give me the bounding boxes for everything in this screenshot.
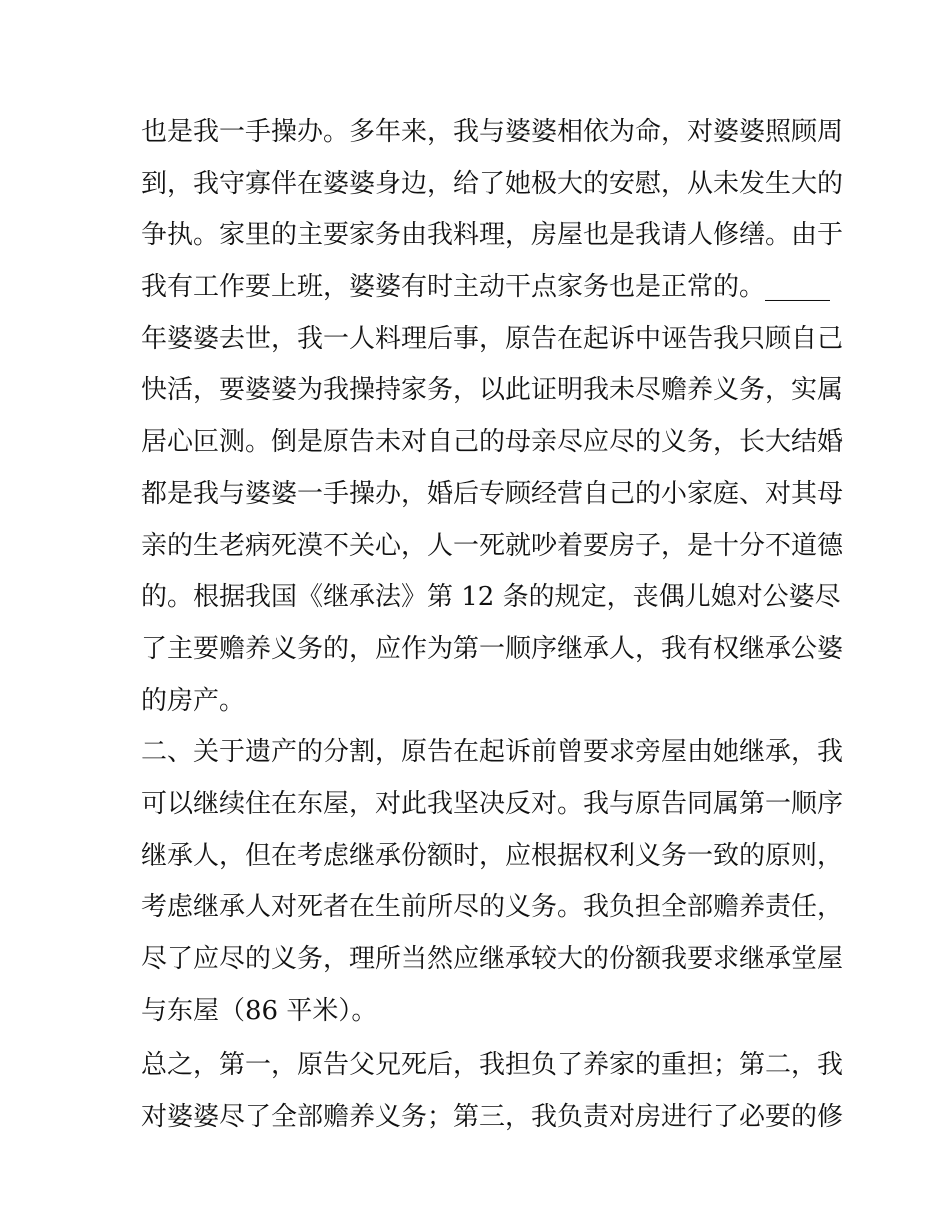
text-line: 与东屋（86 平米）。	[141, 995, 378, 1026]
text-line: 继承人，但在考虑继承份额时，应根据权利义务一致的原则，	[141, 840, 844, 871]
text-line: 也是我一手操办。多年来，我与婆婆相依为命，对婆婆照顾周	[141, 117, 844, 147]
text-line: 的房产。	[141, 685, 246, 716]
text-line: 可以继续住在东屋，对此我坚决反对。我与原告同属第一顺序	[141, 788, 844, 819]
text-line: 了主要赡养义务的，应作为第一顺序继承人，我有权继承公婆	[141, 633, 844, 664]
text-line: 居心叵测。倒是原告未对自己的母亲尽应尽的义务，长大结婚	[141, 427, 844, 458]
text-line: 到，我守寡伴在婆婆身边，给了她极大的安慰，从未发生大的	[141, 168, 844, 199]
text-line: 的。根据我国《继承法》第 12 条的规定，丧偶儿媳对公婆尽	[141, 582, 841, 613]
text-line: 对婆婆尽了全部赡养义务；第三，我负责对房进行了必要的修	[141, 1102, 844, 1133]
body-text	[141, 107, 844, 1144]
text-line: 尽了应尽的义务，理所当然应继承较大的份额我要求继承堂屋	[141, 944, 844, 974]
text-line: 快活，要婆婆为我操持家务，以此证明我未尽赡养义务，实属	[141, 375, 844, 406]
text-line: 年婆婆去世，我一人料理后事，原告在起诉中诬告我只顾自己	[141, 323, 844, 354]
text-line: 争执。家里的主要家务由我料理，房屋也是我请人修缮。由于	[141, 220, 844, 251]
text-line: 亲的生老病死漠不关心，人一死就吵着要房子，是十分不道德	[141, 530, 844, 561]
text-line: 我有工作要上班，婆婆有时主动干点家务也是正常的。_____	[141, 272, 831, 303]
text-line: 都是我与婆婆一手操办，婚后专顾经营自己的小家庭、对其母	[141, 478, 844, 509]
text-line: 总之，第一，原告父兄死后，我担负了养家的重担；第二，我	[141, 1050, 844, 1081]
text-line: 二、关于遗产的分割，原告在起诉前曾要求旁屋由她继承，我	[141, 737, 844, 768]
text-line: 考虑继承人对死者在生前所尽的义务。我负担全部赡养责任，	[141, 892, 844, 923]
